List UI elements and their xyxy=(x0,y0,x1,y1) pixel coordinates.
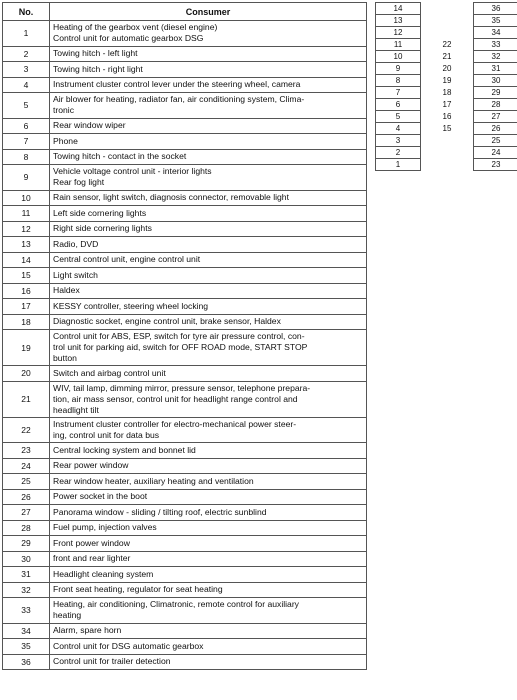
fuse-slot: 13 xyxy=(376,15,421,27)
fuse-slot: 4 xyxy=(376,123,421,135)
table-row xyxy=(3,330,367,366)
table-row xyxy=(3,118,367,134)
fuse-layout-row xyxy=(376,3,517,15)
fuse-number: 19 xyxy=(3,330,50,366)
table-row xyxy=(3,21,367,47)
fuse-slot: 26 xyxy=(474,123,517,135)
table-row xyxy=(3,314,367,330)
table-row xyxy=(3,443,367,459)
fuse-slot: 8 xyxy=(376,75,421,87)
fuse-number: 22 xyxy=(3,417,50,443)
consumer-description: Central control unit, engine control unit xyxy=(50,252,367,268)
fuse-layout-row xyxy=(376,15,517,27)
table-row xyxy=(3,623,367,639)
consumer-description: Towing hitch - right light xyxy=(50,62,367,78)
consumer-description: Instrument cluster control lever under the steering wheel, camera xyxy=(50,77,367,93)
fuse-number: 28 xyxy=(3,520,50,536)
table-row xyxy=(3,567,367,583)
fuse-slot: 25 xyxy=(474,135,517,147)
fuse-layout-row xyxy=(376,75,517,87)
fuse-slot xyxy=(421,147,474,159)
table-row xyxy=(3,252,367,268)
fuse-slot: 1 xyxy=(376,159,421,171)
fuse-number: 3 xyxy=(3,62,50,78)
fuse-layout-body xyxy=(376,3,517,171)
fuse-slot: 20 xyxy=(442,63,452,73)
fuse-number: 30 xyxy=(3,551,50,567)
fuse-number: 29 xyxy=(3,536,50,552)
table-row xyxy=(3,598,367,624)
table-row xyxy=(3,149,367,165)
fuse-number: 1 xyxy=(3,21,50,47)
fuse-slot: 33 xyxy=(474,39,517,51)
fuse-layout-row xyxy=(376,123,517,135)
fuse-number: 8 xyxy=(3,149,50,165)
fuse-number: 24 xyxy=(3,458,50,474)
fuse-slot: 36 xyxy=(474,3,517,15)
fuse-slot: 10 xyxy=(376,51,421,63)
fuse-number: 6 xyxy=(3,118,50,134)
table-row xyxy=(3,299,367,315)
fuse-slot: 17 xyxy=(442,99,452,109)
fuse-number: 12 xyxy=(3,221,50,237)
fuse-slot: 7 xyxy=(376,87,421,99)
fuse-slot: 19 xyxy=(442,75,452,85)
table-row xyxy=(3,458,367,474)
table-row xyxy=(3,190,367,206)
consumer-description: KESSY controller, steering wheel locking xyxy=(50,299,367,315)
fuse-number: 21 xyxy=(3,381,50,417)
fuse-slot: 21 xyxy=(442,51,452,61)
header-consumer: Consumer xyxy=(50,3,367,21)
fuse-layout-row xyxy=(376,111,517,123)
fuse-number: 33 xyxy=(3,598,50,624)
fuse-slot: 30 xyxy=(474,75,517,87)
fuse-slot: 9 xyxy=(376,63,421,75)
fuse-number: 23 xyxy=(3,443,50,459)
consumer-description: Switch and airbag control unit xyxy=(50,366,367,382)
fuse-number: 2 xyxy=(3,46,50,62)
consumer-description: Radio, DVD xyxy=(50,237,367,253)
fuse-number: 17 xyxy=(3,299,50,315)
consumer-description: Heating of the gearbox vent (diesel engine) Control unit for automatic gearbox DSG xyxy=(50,21,367,47)
fuse-layout-row xyxy=(376,147,517,159)
fuse-number: 5 xyxy=(3,93,50,119)
fuse-number: 16 xyxy=(3,283,50,299)
table-row xyxy=(3,489,367,505)
consumer-description: Towing hitch - contact in the socket xyxy=(50,149,367,165)
consumer-description: Control unit for ABS, ESP, switch for tyre air pressure control, con- trol unit for parking aid, switch for OFF ROAD mode, START STOP button xyxy=(50,330,367,366)
fuse-slot: 11 xyxy=(376,39,421,51)
fuse-slot: 3 xyxy=(376,135,421,147)
table-row xyxy=(3,536,367,552)
table-row xyxy=(3,206,367,222)
fuse-slot: 32 xyxy=(474,51,517,63)
table-row xyxy=(3,221,367,237)
fuse-slot: 15 xyxy=(442,123,452,133)
table-row xyxy=(3,366,367,382)
table-row xyxy=(3,165,367,191)
consumer-description: Front seat heating, regulator for seat heating xyxy=(50,582,367,598)
fuse-number: 31 xyxy=(3,567,50,583)
fuse-number: 34 xyxy=(3,623,50,639)
fuse-number: 4 xyxy=(3,77,50,93)
fuse-number: 25 xyxy=(3,474,50,490)
consumer-description: Instrument cluster controller for electro-mechanical power steer- ing, control unit for data bus xyxy=(50,417,367,443)
table-row xyxy=(3,551,367,567)
table-row xyxy=(3,237,367,253)
fuse-slot: 27 xyxy=(474,111,517,123)
fuse-slot: 5 xyxy=(376,111,421,123)
table-row xyxy=(3,417,367,443)
consumer-description: Rear power window xyxy=(50,458,367,474)
consumer-description: Heating, air conditioning, Climatronic, remote control for auxiliary heating xyxy=(50,598,367,624)
consumer-description: Rain sensor, light switch, diagnosis connector, removable light xyxy=(50,190,367,206)
fuse-number: 26 xyxy=(3,489,50,505)
fuse-layout-table xyxy=(375,2,517,171)
consumer-description: Fuel pump, injection valves xyxy=(50,520,367,536)
table-row xyxy=(3,654,367,670)
fuse-slot: 23 xyxy=(474,159,517,171)
fuse-number: 9 xyxy=(3,165,50,191)
consumer-description: Control unit for trailer detection xyxy=(50,654,367,670)
fuse-layout-row xyxy=(376,87,517,99)
fuse-number: 18 xyxy=(3,314,50,330)
table-row xyxy=(3,134,367,150)
fuse-slot: 31 xyxy=(474,63,517,75)
fuse-number: 10 xyxy=(3,190,50,206)
fuse-number: 36 xyxy=(3,654,50,670)
fuse-slot: 6 xyxy=(376,99,421,111)
consumer-description: Panorama window - sliding / tilting roof, electric sunblind xyxy=(50,505,367,521)
table-row xyxy=(3,93,367,119)
consumer-description: Diagnostic socket, engine control unit, brake sensor, Haldex xyxy=(50,314,367,330)
consumer-description: Alarm, spare horn xyxy=(50,623,367,639)
fuse-slot xyxy=(421,3,474,15)
consumer-description: Power socket in the boot xyxy=(50,489,367,505)
fuse-slot: 34 xyxy=(474,27,517,39)
fuse-number: 14 xyxy=(3,252,50,268)
table-row xyxy=(3,62,367,78)
consumer-description: Vehicle voltage control unit - interior lights Rear fog light xyxy=(50,165,367,191)
header-no: No. xyxy=(3,3,50,21)
fuse-number: 35 xyxy=(3,639,50,655)
table-row xyxy=(3,520,367,536)
consumer-description: front and rear lighter xyxy=(50,551,367,567)
consumer-description: Headlight cleaning system xyxy=(50,567,367,583)
fuse-number: 7 xyxy=(3,134,50,150)
fuse-number: 20 xyxy=(3,366,50,382)
table-row xyxy=(3,639,367,655)
fuse-layout-row xyxy=(376,27,517,39)
fuse-number: 15 xyxy=(3,268,50,284)
fuse-layout-row xyxy=(376,63,517,75)
consumer-description: Phone xyxy=(50,134,367,150)
consumer-description: WIV, tail lamp, dimming mirror, pressure sensor, telephone prepara- tion, air mass sensor, control unit for headlight range control and headlight tilt xyxy=(50,381,367,417)
fuse-number: 27 xyxy=(3,505,50,521)
fuse-slot xyxy=(421,27,474,39)
fuse-number: 11 xyxy=(3,206,50,222)
table-row xyxy=(3,77,367,93)
table-row xyxy=(3,474,367,490)
table-row xyxy=(3,582,367,598)
consumer-description: Left side cornering lights xyxy=(50,206,367,222)
consumer-table xyxy=(2,2,367,670)
consumer-description: Control unit for DSG automatic gearbox xyxy=(50,639,367,655)
fuse-slot: 14 xyxy=(376,3,421,15)
fuse-slot: 22 xyxy=(442,39,452,49)
table-row xyxy=(3,505,367,521)
fuse-slot xyxy=(421,135,474,147)
consumer-description: Haldex xyxy=(50,283,367,299)
table-body xyxy=(3,21,367,670)
consumer-description: Right side cornering lights xyxy=(50,221,367,237)
consumer-description: Light switch xyxy=(50,268,367,284)
consumer-description: Rear window wiper xyxy=(50,118,367,134)
fuse-slot: 35 xyxy=(474,15,517,27)
fuse-layout-row xyxy=(376,99,517,111)
consumer-description: Rear window heater, auxiliary heating and ventilation xyxy=(50,474,367,490)
fuse-number: 13 xyxy=(3,237,50,253)
fuse-slot: 18 xyxy=(442,87,452,97)
fuse-layout-row xyxy=(376,135,517,147)
fuse-slot: 24 xyxy=(474,147,517,159)
table-row xyxy=(3,283,367,299)
fuse-layout-row xyxy=(376,51,517,63)
consumer-description: Central locking system and bonnet lid xyxy=(50,443,367,459)
fuse-layout-row xyxy=(376,159,517,171)
fuse-slot: 28 xyxy=(474,99,517,111)
fuse-slot: 29 xyxy=(474,87,517,99)
fuse-slot: 16 xyxy=(442,111,452,121)
fuse-number: 32 xyxy=(3,582,50,598)
fuse-slot xyxy=(421,159,474,171)
table-row xyxy=(3,381,367,417)
consumer-description: Front power window xyxy=(50,536,367,552)
consumer-description: Air blower for heating, radiator fan, air conditioning system, Clima- tronic xyxy=(50,93,367,119)
consumer-description: Towing hitch - left light xyxy=(50,46,367,62)
fuse-slot: 12 xyxy=(376,27,421,39)
table-row xyxy=(3,46,367,62)
fuse-layout-row xyxy=(376,39,517,51)
fuse-slot xyxy=(421,15,474,27)
table-header-row xyxy=(3,3,367,21)
fuse-slot: 2 xyxy=(376,147,421,159)
table-row xyxy=(3,268,367,284)
